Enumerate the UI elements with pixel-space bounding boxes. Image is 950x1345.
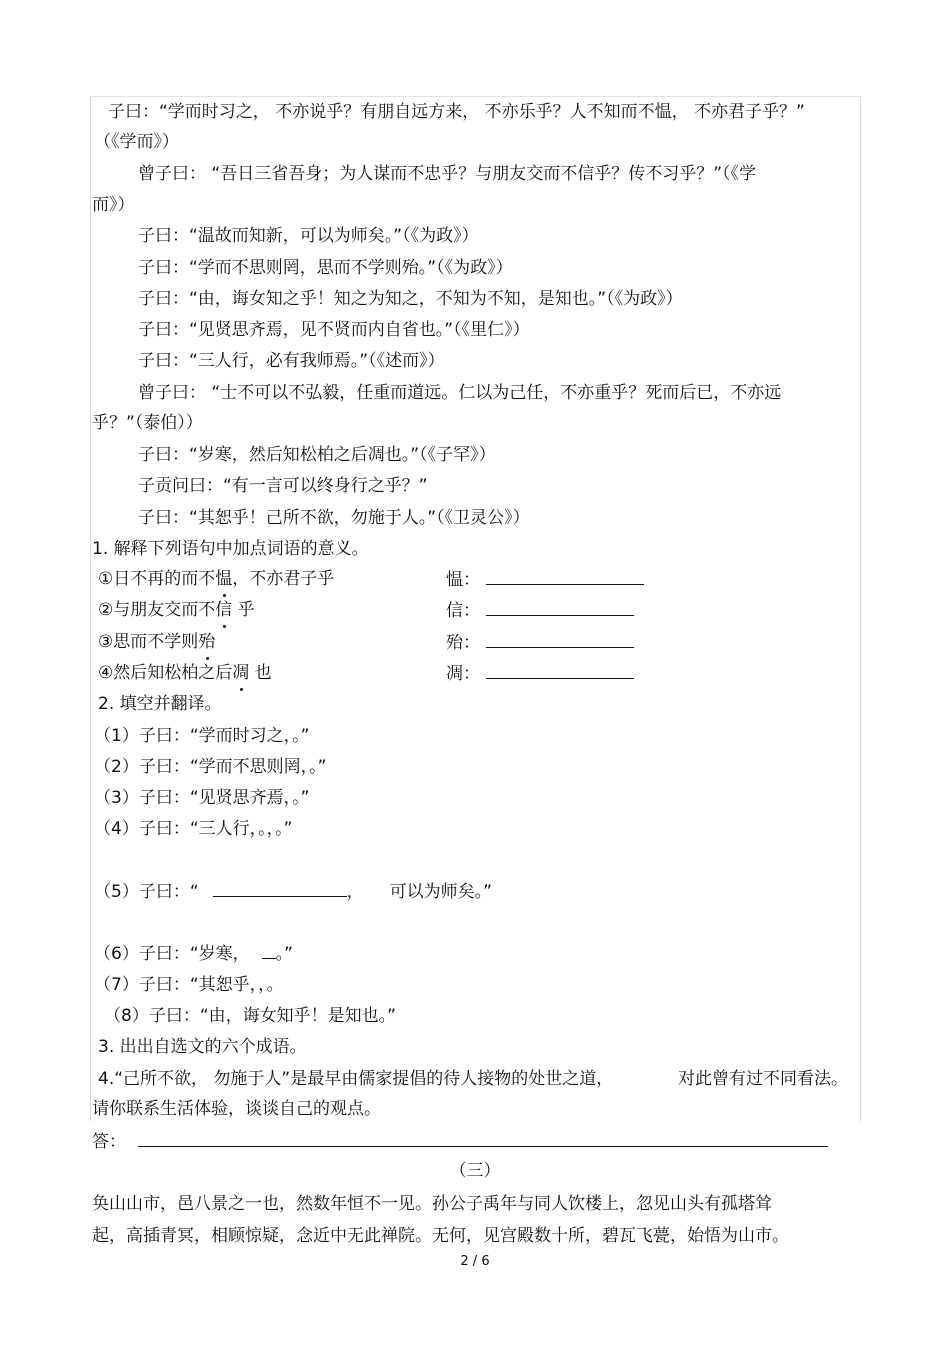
frame-left-border [90, 96, 91, 1121]
frame-right-border [860, 96, 861, 1121]
q3-title: 3. 出出自选文的六个成语。 [98, 1037, 307, 1057]
q1-answer-3: 殆： [446, 631, 634, 654]
q1-item-2: ②与朋友交而不信 乎 [98, 600, 255, 620]
passage-line-1: 子曰：“学而时习之， 不亦说乎？有朋自远方来， 不亦乐乎？人不知而不愠， 不亦君子乎？” [108, 102, 805, 122]
section-heading: （三） [449, 1161, 501, 1181]
q4-line-2: 请你联系生活体验，谈谈自己的观点。 [92, 1099, 381, 1119]
q4-line-1b: 对此曾有过不同看法。 [678, 1069, 848, 1089]
passage-line-4: 而》） [92, 195, 135, 215]
passage-line-2: （《学而》） [94, 132, 179, 152]
fill-blank[interactable] [262, 942, 276, 959]
q2-title: 2. 填空并翻译。 [98, 694, 222, 714]
q1-answer-4: 凋： [446, 662, 634, 685]
passage-line-14: 子曰：“其恕乎！己所不欲，勿施于人。”（《卫灵公》） [138, 508, 530, 528]
answer-line[interactable] [138, 1130, 828, 1147]
q2-item-5: （5）子曰：“ ， 可以为师矣。” [94, 882, 492, 902]
q1-answer-2: 信： [446, 599, 634, 622]
q2-item-4: （4）子曰：“三人行，。，。” [94, 819, 293, 839]
section-line-1: 奂山山市，邑八景之一也，然数年恒不一见。孙公子禹年与同人饮楼上，忽见山头有孤塔耸 [92, 1194, 772, 1214]
passage-line-12: 子曰：“岁寒，然后知松柏之后凋也。”（《子罕》） [138, 445, 496, 465]
passage-line-3: 曾子曰： “吾日三省吾身；为人谋而不忠乎？与朋友交而不信乎？传不习乎？”（《学 [138, 164, 757, 184]
passage-line-5: 子曰：“温故而知新，可以为师矣。”（《为政》） [138, 226, 479, 246]
page-number: 2 / 6 [460, 1254, 490, 1269]
emphasis-dot-char: 殆 [198, 632, 216, 652]
answer-blank[interactable] [486, 631, 634, 648]
section-line-2: 起，高插青冥，相顾惊疑，念近中无此禅院。无何，见宫殿数十所，碧瓦飞甍，始悟为山市。 [92, 1226, 789, 1246]
passage-line-8: 子曰：“见贤思齐焉，见不贤而内自省也。”（《里仁》） [138, 320, 530, 340]
passage-line-11: 乎？”（泰伯）） [92, 413, 203, 433]
q1-answer-1: 愠： [446, 568, 644, 591]
q2-item-8: （8）子曰：“由，诲女知乎！是知也。” [104, 1006, 396, 1026]
passage-line-9: 子曰：“三人行，必有我师焉。”（《述而》） [138, 351, 445, 371]
q1-item-4: ④然后知松柏之后凋 也 [98, 663, 272, 683]
q1-title: 1. 解释下列语句中加点词语的意义。 [92, 539, 369, 559]
q1-item-3: ③思而不学则殆 [98, 632, 216, 652]
passage-line-6: 子曰：“学而不思则罔，思而不学则殆。”（《为政》） [138, 258, 513, 278]
passage-line-10: 曾子曰： “士不可以不弘毅，任重而道远。仁以为己任，不亦重乎？死而后已，不亦远 [138, 383, 782, 403]
emphasis-dot-char: 信 [215, 600, 233, 620]
q2-item-7: （7）子曰：“其恕乎，，。 [94, 975, 284, 995]
answer-blank[interactable] [486, 662, 634, 679]
q4-answer-row: 答： [92, 1130, 828, 1153]
fill-blank[interactable] [213, 880, 347, 897]
answer-blank[interactable] [486, 568, 644, 585]
emphasis-dot-char: 凋 [232, 663, 250, 683]
answer-blank[interactable] [486, 599, 634, 616]
q2-item-2: （2）子曰：“学而不思则罔，。” [94, 757, 327, 777]
q4-line-1: 4.“己所不欲， 勿施于人”是最早由儒家提倡的待人接物的处世之道， [98, 1069, 614, 1089]
passage-line-13: 子贡问曰：“有一言可以终身行之乎？” [138, 476, 428, 496]
passage-line-7: 子曰：“由，诲女知之乎！知之为知之，不知为不知，是知也。”（《为政》） [138, 289, 683, 309]
q1-item-1: ①日不再的而不愠，不亦君子乎 [98, 569, 335, 589]
q2-item-6: （6）子曰：“岁寒， 。” [94, 944, 293, 964]
q2-item-3: （3）子曰：“见贤思齐焉，。” [94, 788, 310, 808]
q2-item-1: （1）子曰：“学而时习之，。” [94, 726, 310, 746]
frame-top-border [90, 96, 861, 97]
emphasis-dot-char: 愠 [215, 569, 233, 589]
